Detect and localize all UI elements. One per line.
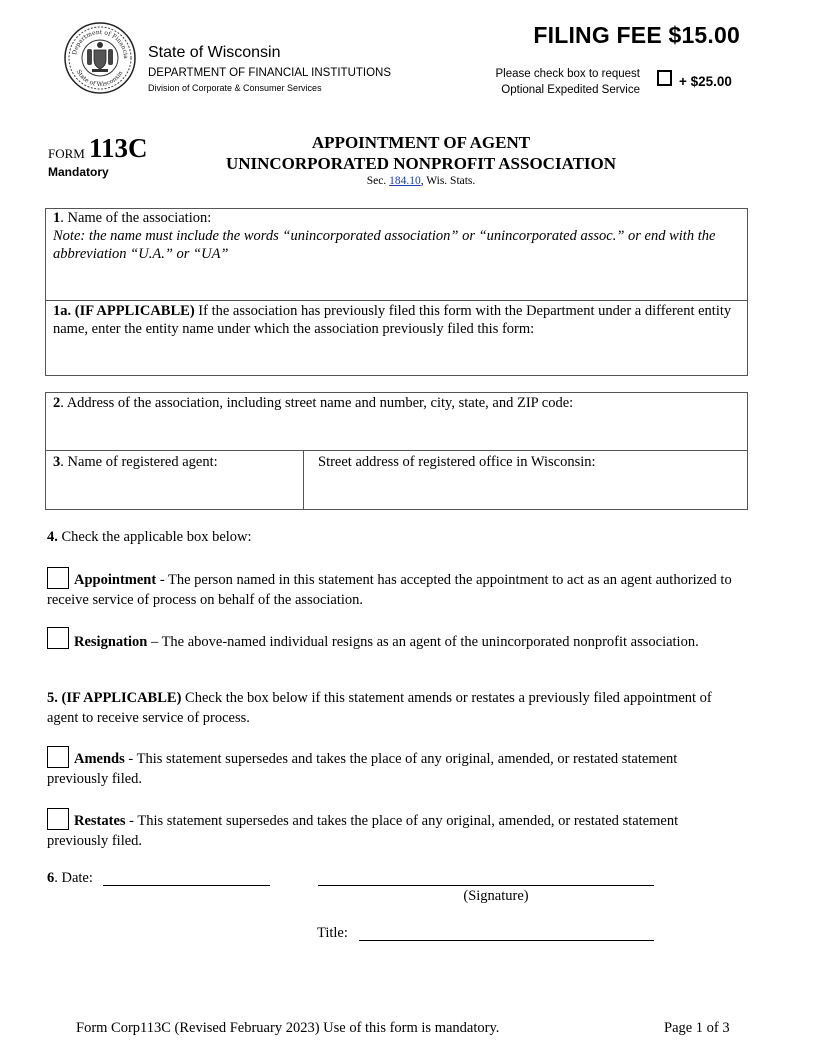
seal-text-top: Department of Financia <box>71 28 130 59</box>
box-divider <box>45 300 748 301</box>
expedite-checkbox[interactable] <box>657 70 672 86</box>
registered-agent-field[interactable] <box>45 453 303 471</box>
date-input-line[interactable] <box>103 885 270 886</box>
department-seal <box>64 22 136 94</box>
box-divider-2 <box>45 450 748 451</box>
section-1a-field[interactable] <box>45 302 748 338</box>
department-name: DEPARTMENT OF FINANCIAL INSTITUTIONS <box>148 67 392 79</box>
seal-text-bottom: State of Wisconsin <box>74 68 125 89</box>
footer-page-number: Page 1 of 3 <box>664 1020 730 1036</box>
amends-option <box>47 749 737 789</box>
section-4-number: 4. <box>47 529 58 545</box>
statute-prefix: Sec. <box>366 175 390 187</box>
section-3-office-label: Street address of registered office in Wisconsin: <box>318 454 596 470</box>
restates-title: Restates <box>74 813 126 829</box>
appointment-text: - The person named in this statement has accepted the appointment to act as an agent authorized to receive service of process on behalf of the association. <box>47 572 732 608</box>
expedite-line-1: Please check box to request <box>495 68 640 80</box>
form-title-line-2: UNINCORPORATED NONPROFIT ASSOCIATION <box>225 154 617 173</box>
section-6-number: 6 <box>47 870 55 886</box>
section-1-note: Note: the name must include the words “unincorporated association” or “unincorporated assoc.” or end with the abbreviation “U.A.” or “UA” <box>53 228 716 262</box>
box-divider-vertical <box>303 450 304 510</box>
restates-option <box>47 811 737 851</box>
expedite-instructions <box>470 66 640 98</box>
section-4-label <box>47 529 252 546</box>
resignation-option <box>47 632 737 652</box>
section-4-label-text: Check the applicable box below: <box>57 529 252 545</box>
section-1-label-text: . Name of the association: <box>60 210 212 226</box>
restates-text: - This statement supersedes and takes the place of any original, amended, or restated statement previously filed. <box>47 813 679 849</box>
form-number: 113C <box>89 133 148 163</box>
filing-fee: FILING FEE $15.00 <box>533 22 740 48</box>
signature-input-line[interactable] <box>318 885 654 886</box>
section-1a-lead: 1a. (IF APPLICABLE) <box>53 303 195 319</box>
appointment-option <box>47 570 737 610</box>
amends-text: - This statement supersedes and takes the place of any original, amended, or restated statement previously filed. <box>47 751 678 787</box>
resignation-title: Resignation <box>74 634 148 650</box>
date-label-text: . Date: <box>54 870 93 886</box>
section-2-label: . Address of the association, including street name and number, city, state, and ZIP code: <box>60 395 574 411</box>
statute-reference <box>160 175 682 187</box>
registered-office-field[interactable] <box>310 453 748 471</box>
section-1-field[interactable] <box>45 209 748 263</box>
section-3-number: 3 <box>53 454 61 470</box>
statute-suffix: , Wis. Stats. <box>420 175 476 187</box>
date-label <box>47 870 93 887</box>
resignation-text: – The above-named individual resigns as an agent of the unincorporated nonprofit association. <box>147 634 699 650</box>
expedite-line-2: Optional Expedited Service <box>501 84 640 96</box>
title-label: Title: <box>317 925 348 941</box>
amends-title: Amends <box>74 751 125 767</box>
expedite-fee: + $25.00 <box>679 74 732 89</box>
division-name: Division of Corporate & Consumer Services <box>148 83 322 93</box>
appointment-title: Appointment <box>74 572 157 588</box>
form-label: FORM <box>48 146 85 161</box>
statute-link[interactable]: 184.10 <box>389 175 421 187</box>
form-title-line-1: APPOINTMENT OF AGENT <box>311 133 531 152</box>
title-input-line[interactable] <box>359 940 654 941</box>
section-1-label <box>53 209 740 227</box>
section-5-text: Check the box below if this statement amends or restates a previously filed appointment of agent to receive service of process. <box>47 690 712 726</box>
mandatory-label: Mandatory <box>48 165 109 179</box>
section-5-lead: 5. (IF APPLICABLE) <box>47 690 182 706</box>
section-2-number: 2 <box>53 395 61 411</box>
section-3-agent-label: . Name of registered agent: <box>60 454 218 470</box>
section-5-label <box>47 688 737 728</box>
section-1-number: 1 <box>53 210 61 226</box>
section-2-field[interactable] <box>45 394 748 412</box>
footer-form-info: Form Corp113C (Revised February 2023) Use of this form is mandatory. <box>76 1020 500 1036</box>
section-1a-text: If the association has previously filed this form with the Department under a different entity name, enter the entity name under which the association previously filed this form: <box>53 303 732 337</box>
signature-label: (Signature) <box>463 888 529 904</box>
state-name: State of Wisconsin <box>148 44 281 61</box>
